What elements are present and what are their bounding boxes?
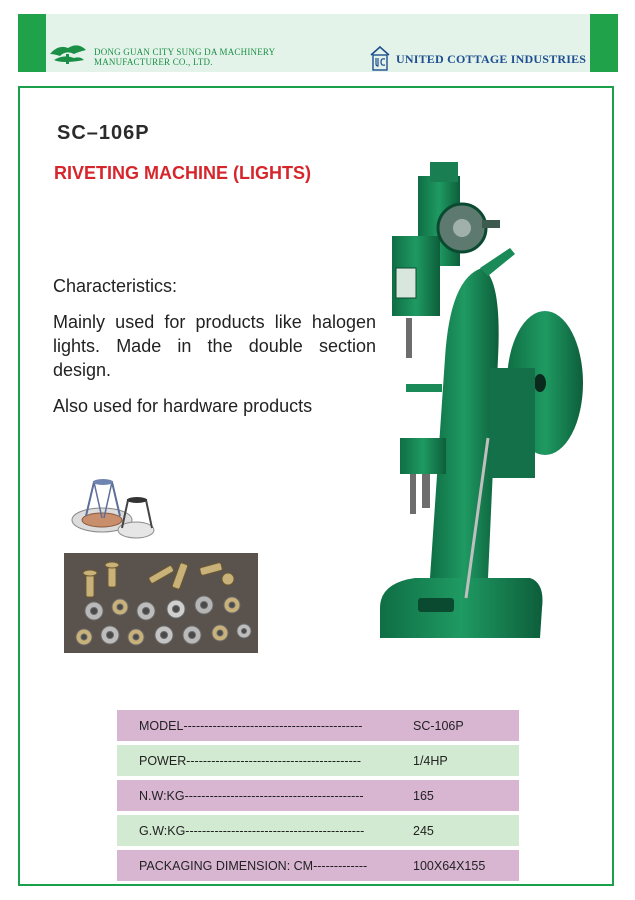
company-name-right: UNITED COTTAGE INDUSTRIES	[396, 52, 587, 66]
spec-row	[117, 815, 519, 846]
characteristics-description: Mainly used for products like halogen lights. Made in the double section design.	[53, 312, 376, 380]
spec-label-text: POWER------------------------------------------	[139, 753, 362, 768]
header-band	[18, 14, 618, 72]
riveting-machine-illustration	[370, 158, 585, 650]
spec-value: 100X64X155	[413, 858, 486, 873]
spec-row	[117, 710, 519, 741]
spec-label	[117, 815, 413, 846]
model-title: SC–106P	[57, 122, 150, 144]
house-logo-icon	[369, 44, 391, 72]
tree-logo-icon	[48, 40, 88, 66]
spec-label-text: MODEL-------------------------------------------	[139, 718, 363, 733]
spec-row	[117, 850, 519, 881]
spec-table	[117, 706, 519, 885]
spec-value: SC-106P	[413, 718, 464, 733]
product-title: RIVETING MACHINE (LIGHTS)	[54, 163, 311, 183]
characteristics-extra: Also used for hardware products	[53, 396, 313, 416]
spec-label	[117, 745, 413, 776]
spec-label	[117, 780, 413, 811]
spec-value: 165	[413, 788, 434, 803]
spec-label	[117, 850, 413, 881]
spec-label-text: N.W:KG-------------------------------------------	[139, 788, 364, 803]
spec-value: 245	[413, 823, 434, 838]
spec-label-text: G.W:KG-------------------------------------------	[139, 823, 365, 838]
characteristics-heading: Characteristics:	[53, 276, 178, 296]
spec-row	[117, 780, 519, 811]
header-left-bar	[18, 14, 46, 72]
spec-label	[117, 710, 413, 741]
spec-row	[117, 745, 519, 776]
header-right-bar	[590, 14, 618, 72]
company-name-left-line2: MANUFACTURER CO., LTD.	[94, 57, 213, 67]
lamp-fitting-photo	[64, 468, 172, 546]
company-name-left	[94, 47, 275, 67]
rivets-photo	[64, 553, 258, 653]
spec-value: 1/4HP	[413, 753, 448, 768]
company-name-left-line1: DONG GUAN CITY SUNG DA MACHINERY	[94, 47, 276, 57]
spec-label-text: PACKAGING DIMENSION: CM-------------	[139, 858, 368, 873]
